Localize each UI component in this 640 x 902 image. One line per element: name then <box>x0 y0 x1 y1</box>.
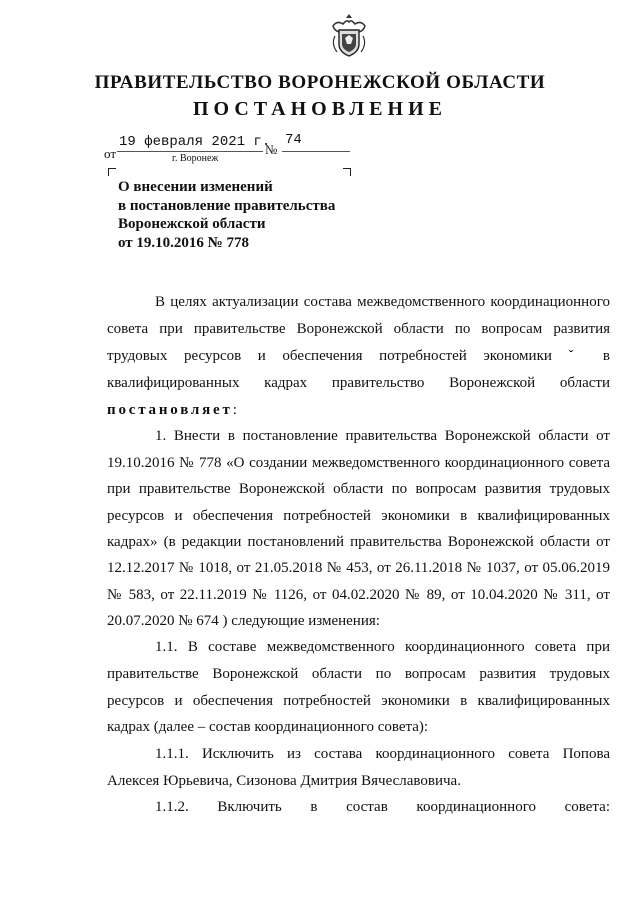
resolves-word: постановляет <box>107 402 233 418</box>
body-line: 1.1.1. Исключить из состава координационного совета Попова <box>155 746 610 762</box>
body-line: квалифицированных кадрах правительство Воронежской области <box>107 375 610 391</box>
subject-line: О внесении изменений <box>118 179 273 195</box>
body-line: при правительстве Воронежской области по вопросам развития трудовых <box>107 481 610 497</box>
subject-corner-left <box>108 168 116 176</box>
number-label: № <box>265 142 278 157</box>
document-number: 74 <box>285 132 302 148</box>
body-line: № 583, от 22.11.2019 № 1126, от 04.02.2020 № 89, от 10.04.2020 № 311, от <box>107 587 610 603</box>
body-line: В целях актуализации состава межведомственного координационного <box>155 294 610 310</box>
body-line: кадрах» (в редакции постановлений правительства Воронежской области от <box>107 534 610 550</box>
body-line: 1.1.2. Включить в состав координационного совета: <box>155 799 610 815</box>
body-line: 20.07.2020 № 674 ) следующие изменения: <box>107 613 380 629</box>
body-line: ресурсов и обеспечения потребностей экономики в квалифицированных <box>107 508 610 524</box>
body-line: правительстве Воронежской области по вопросам развития трудовых <box>107 666 610 682</box>
subject-line: от 19.10.2016 № 778 <box>118 234 249 251</box>
document-meta <box>104 134 364 174</box>
subject-line: Воронежской области <box>118 216 266 232</box>
subject-corner-right <box>343 168 351 176</box>
subject-line: в постановление правительства <box>118 197 336 214</box>
body-line: 1. Внести в постановление правительства Воронежской области от <box>155 428 610 444</box>
body-line: кадрах (далее – состав координационного совета): <box>107 719 429 735</box>
coat-of-arms-icon <box>325 12 373 60</box>
document-type: ПОСТАНОВЛЕНИЕ <box>193 98 447 120</box>
city: г. Воронеж <box>172 153 219 164</box>
document-date: 19 февраля 2021 г. <box>119 134 271 150</box>
body-line: 1.1. В составе межведомственного координационного совета при <box>155 639 610 655</box>
body-line: ресурсов и обеспечения потребностей экономики в квалифицированных <box>107 693 610 709</box>
government-title: ПРАВИТЕЛЬСТВО ВОРОНЕЖСКОЙ ОБЛАСТИ <box>94 72 546 93</box>
date-underline <box>117 151 263 152</box>
body-line: совета при правительстве Воронежской области по вопросам развития <box>107 321 610 337</box>
body-line <box>107 397 610 425</box>
body-line: 19.10.2016 № 778 «О создании межведомственного координационного совета <box>107 455 610 471</box>
from-label: от <box>104 146 117 161</box>
body-line: трудовых ресурсов и обеспечения потребностей экономики ˇ в <box>107 348 610 364</box>
number-underline <box>282 151 350 152</box>
subject <box>118 178 368 252</box>
body-line: 12.12.2017 № 1018, от 21.05.2018 № 453, от 26.11.2018 № 1037, от 05.06.2019 <box>107 560 610 576</box>
colon: : <box>232 402 237 418</box>
body-line: Алексея Юрьевича, Сизонова Дмитрия Вячеславовича. <box>107 773 461 789</box>
